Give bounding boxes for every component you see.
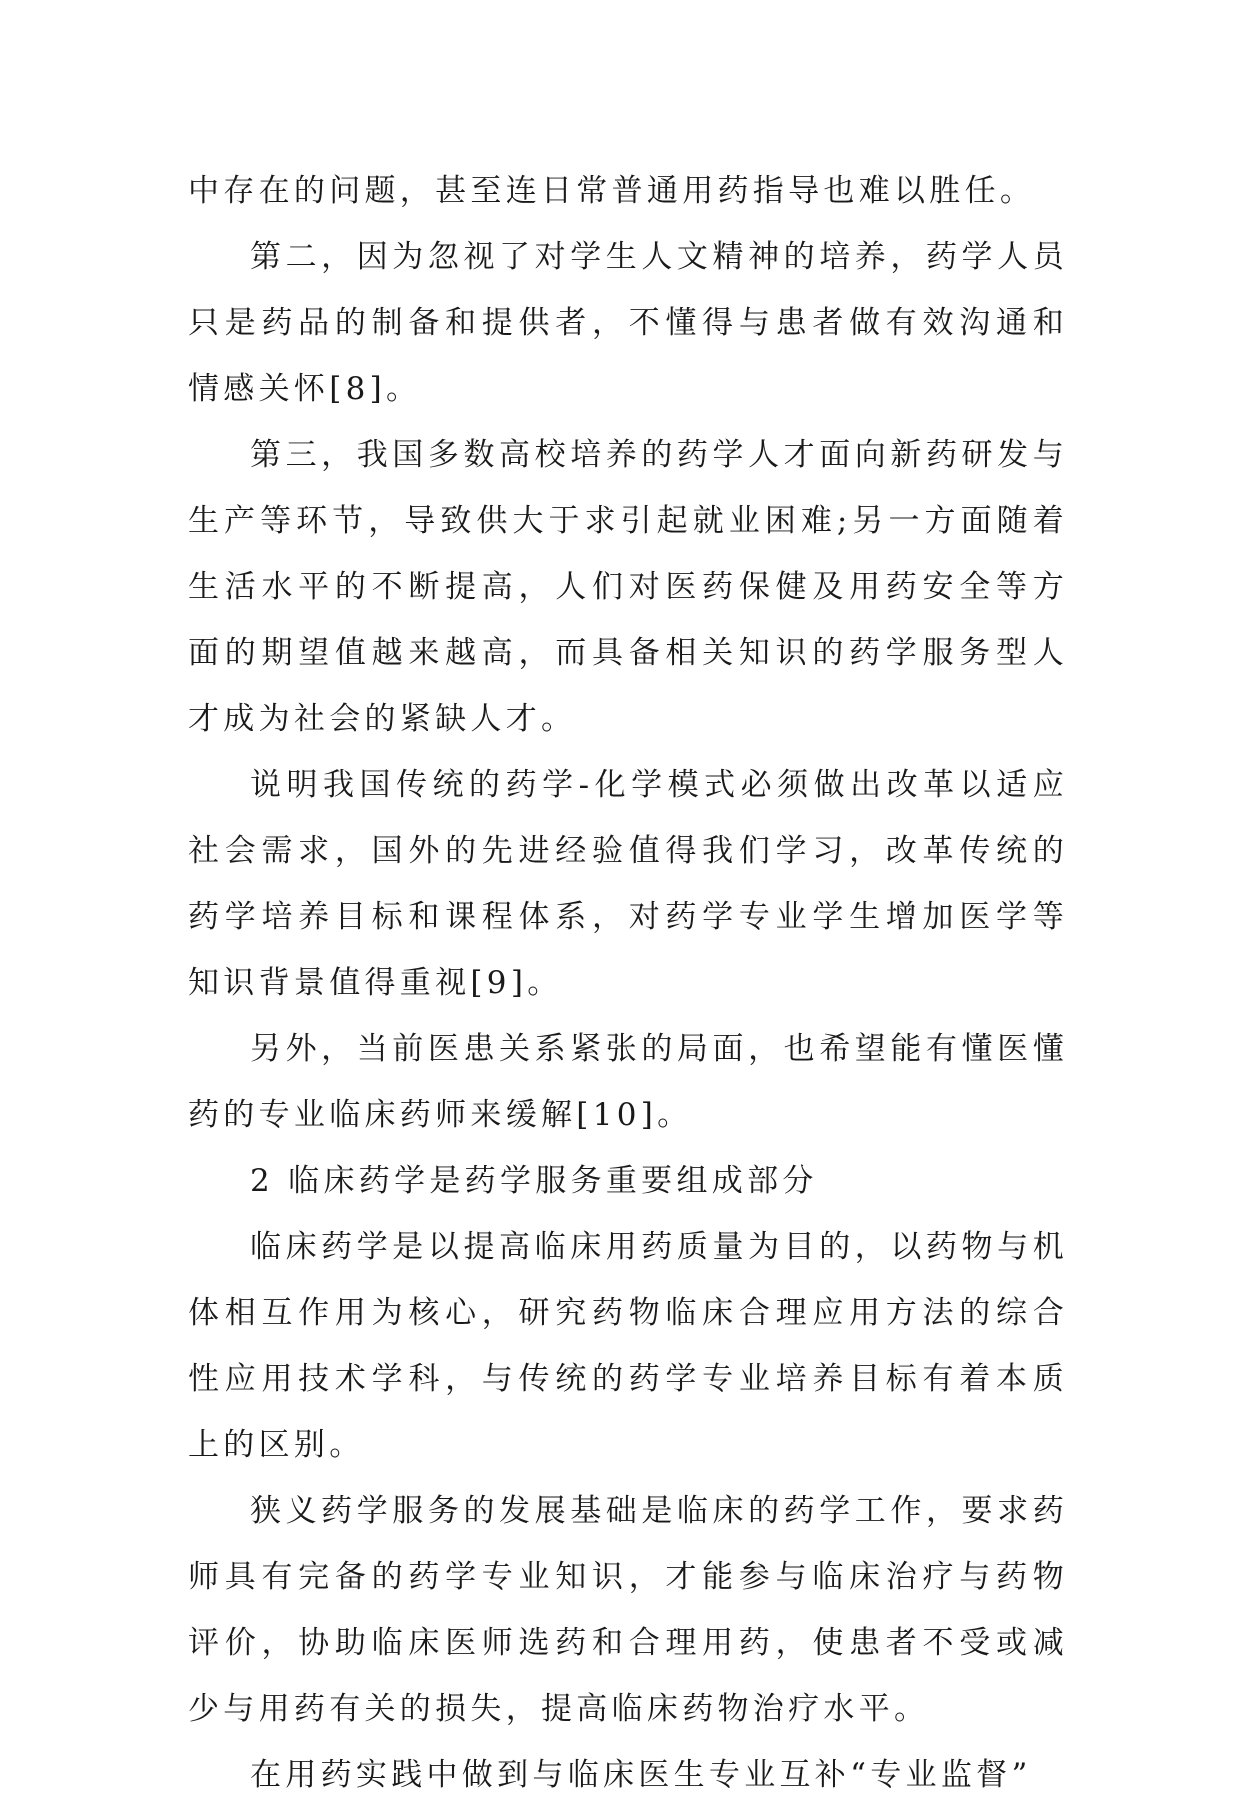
paragraph-medication-practice: 在用药实践中做到与临床医生专业互补“专业监督”	[250, 1757, 1032, 1793]
paragraph-pharmaceutical-service: 狭义药学服务的发展基础是临床的药学工作，要求药师具有完备的药学专业知识，才能参与临床治疗与药物评价，协助临床医师选药和合理用药，使患者不受或减少与用药有关的损失，提高临床药物治疗水平。	[188, 1493, 1068, 1727]
document-body	[188, 158, 1068, 1808]
paragraph-second-point: 第二，因为忽视了对学生人文精神的培养，药学人员只是药品的制备和提供者，不懂得与患者做有效沟通和情感关怀[8]。	[188, 239, 1068, 407]
paragraph-doctor-patient: 另外，当前医患关系紧张的局面，也希望能有懂医懂药的专业临床药师来缓解[10]。	[188, 1031, 1068, 1133]
paragraph-clinical-pharmacy-definition: 临床药学是以提高临床用药质量为目的，以药物与机体相互作用为核心，研究药物临床合理应用方法的综合性应用技术学科，与传统的药学专业培养目标有着本质上的区别。	[188, 1229, 1068, 1463]
paragraph-continuation: 中存在的问题，甚至连日常普通用药指导也难以胜任。	[188, 173, 1036, 209]
section-heading: 2 临床药学是药学服务重要组成部分	[250, 1163, 818, 1199]
paragraph-reform-need: 说明我国传统的药学-化学模式必须做出改革以适应社会需求，国外的先进经验值得我们学习，改革传统的药学培养目标和课程体系，对药学专业学生增加医学等知识背景值得重视[9]。	[188, 767, 1068, 1001]
paragraph-third-point: 第三，我国多数高校培养的药学人才面向新药研发与生产等环节，导致供大于求引起就业困难;另一方面随着生活水平的不断提高，人们对医药保健及用药安全等方面的期望值越来越高，而具备相关知识的药学服务型人才成为社会的紧缺人才。	[188, 437, 1068, 737]
